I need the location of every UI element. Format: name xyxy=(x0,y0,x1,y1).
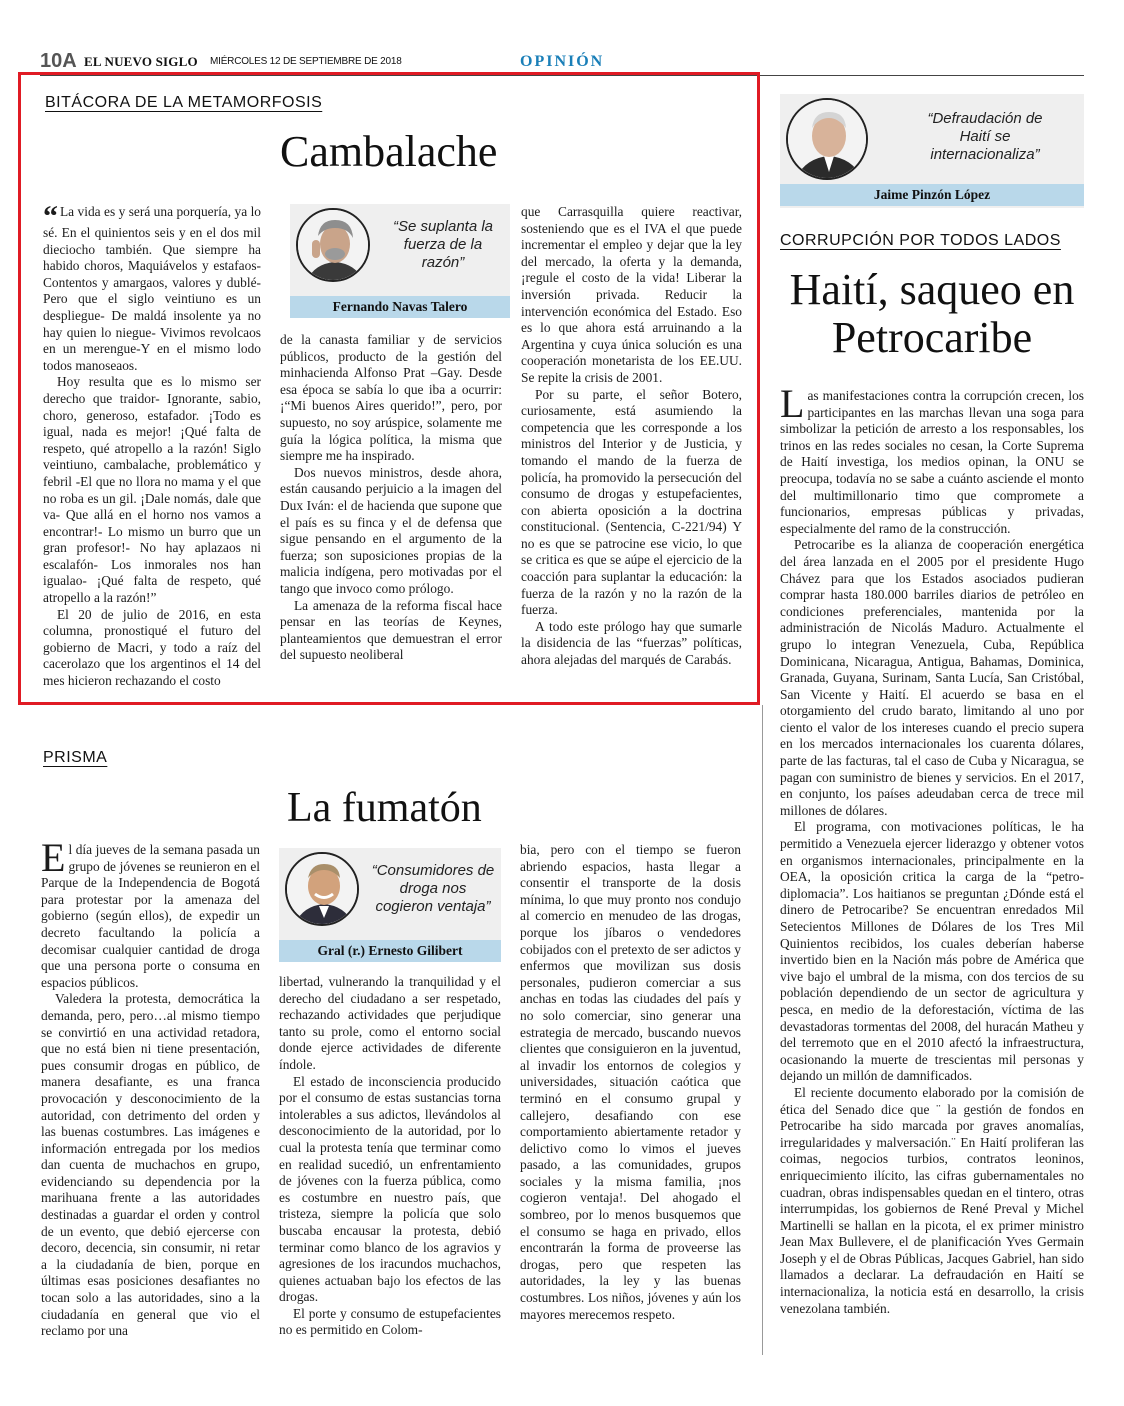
article3-paragraph: Petrocaribe es la alianza de cooperación energética del área lanzada en el 2005 por el presidente Hugo Chávez para que los Estados asociados pudieran comprar hasta 180.000 barriles diarios de petróleo en condiciones preferenciales, mantenida por la administración de Nicolás Maduro. Actualmente el grupo lo integran Venezuela, Cuba, República Dominicana, Nicaragua, Antigua, Bahamas, Dominica, Granada, Guyana, Surinam, Santa Lucía, San Cristóbal, San Vicente y Haití. El acuerdo se basa en el otorgamiento del crudo barato, limitando al uno por ciento el valor de los intereses cuando el precio supera en los mercados internacionales los cuarenta dólares, parte de las facturas, tal el caso de Cuba y Nicaragua, se pagan con suministro de bienes y servicios. En el 2017, en conjunto, los países adeudaban cerca de trece mil millones de dólares. xyxy=(780,537,1084,818)
columnist-box xyxy=(279,848,501,962)
article1-paragraph: La amenaza de la reforma fiscal hace pensar en las teorías de Keynes, planteamientos que demuestran el error del supuesto neoliberal xyxy=(280,597,502,663)
article1-paragraph: Por su parte, el señor Botero, curiosamente, está asumiendo la competencia que les corresponde a los ministros del Interior y de Justicia, y tomando el mando de la fuerza de policía, ha promovido la persecución del consumo de drogas y estupefacientes, con abierta oposición a la doctrina constitucional. (Sentencia, C-221/94) Y no es que se patrocine ese vicio, lo que se critica es que se aúpe el ejercicio de la coacción para suplantar la educación: la fuerza de la razón y no la razón de la fuerza. xyxy=(521,386,742,618)
columnist-box xyxy=(290,204,510,318)
article1-paragraph: Dos nuevos ministros, desde ahora, están causando perjuicio a la imagen del Dux Iván: el de hacienda que supone que el país es su finca y el de defensa que sigue pensando en el argumento de la fuerza; son suposiciones propias de la malicia indígena, pero motivadas por el tango que invoco como prólogo. xyxy=(280,464,502,596)
columnist-portrait xyxy=(786,98,868,180)
article2-paragraph: Valedera la protesta, democrática la demanda, pero, pero…al mismo tiempo se convirtió en una actividad retadora, que no está bien ni tiene presentación, pues consumir drogas en público, de manera desafiante, es una franca provocación y desconocimiento de la autoridad, con detrimento del orden y las buenas costumbres. Las imágenes e información entregada por los medios dan cuenta de muchachos en grupo, evidenciando su dependencia por la marihuana frente a las autoridades destinadas a guardar el orden y control de un evento, que debió ejercerse con decoro, decencia, sin consumir, ni retar a la ciudadanía de bien, porque en últimas esas posiciones desafiantes no tocan solo a las autoridades, sino a la ciudadanía en general que vio el reclamo por una xyxy=(41,991,260,1339)
columnist-byline: Jaime Pinzón López xyxy=(780,184,1084,206)
article1-column-2 xyxy=(280,332,502,694)
article2-column-2 xyxy=(279,974,501,1362)
article1-paragraph: Hoy resulta que es lo mismo ser derecho que traidor- Ignorante, sabio, choro, generoso, estafador. ¡Todo es igual, nada es mejor! ¡Qué falta de respeto, qué atropello a la razón! Siglo veintiuno, cambalache, problemático y febril -El que no llora no mama y el que no roba es un gil. ¡Dale nomás, dale que va- Que allá en el horno nos vamos a encontrar!- Lo mismo un burro que un gran profesor!- No hay aplazaos ni escalafón- Los inmorales nos han igualao- ¡Qué falta de respeto, qué atropello a la razón!” xyxy=(43,374,261,606)
article2-paragraph: l día jueves de la semana pasada un grupo de jóvenes se reunieron en el Parque de la Independencia de Bogotá para protestar por la amenaza del gobierno (según ellos), de expedir un decreto facultando la policía a decomisar cualquier cantidad de droga que una persona porte o consuma en espacios públicos. xyxy=(41,842,260,990)
article1-paragraph: que Carrasquilla quiere reactivar, sosteniendo que es el IVA el que puede incrementar el empleo y dejar que la ley del mercado, la oferta y la demanda, ¡regule el costo de la vida! Liberar la inversión privada. Reducir la intervención económica del Estado. Eso es lo que ahora está arruinando a la Argentina y cuya única solución es una cooperación monetarista de los EE.UU. Se repite la crisis de 2001. xyxy=(521,204,742,385)
article3-headline-line: Haití, saqueo en xyxy=(789,265,1075,314)
columnist-pull-quote: “Defraudación de Haití se internacionaliza” xyxy=(927,110,1043,163)
article3-paragraph: El programa, con motivaciones políticas, le ha permitido a Venezuela ejercer liderazgo y obtener votos en organismos internacionales, principalmente en la OEA, la oposición critica la carga de la “petro-diplomacia”. Los haitianos se preguntan ¿Dónde está el dinero de Petrocaribe? Se encuentran enredados Mil Setecientos Millones de Dólares de los Tres Mil Quinientos recibidos, los cuales deberían haberse invertido bien en la Nación más pobre de América que vive bajo el umbral de la misma, con dos tercios de su población dependiendo de un sector de agricultura y pesca, en medio de la deforestación, víctima de las devastadoras tormentas del 2008, del huracán Matheu y del terremoto que en el 2010 afectó la infraestructura, ocasionando la muerte de trescientas mil personas y dejando un millón de damnificados. xyxy=(780,819,1084,1084)
article2-column-1 xyxy=(41,842,260,1362)
article1-kicker: BITÁCORA DE LA METAMORFOSIS xyxy=(45,94,323,111)
column-divider xyxy=(762,705,763,1355)
columnist-byline: Fernando Navas Talero xyxy=(290,296,510,318)
article1-column-1 xyxy=(43,204,261,694)
columnist-pull-quote: “Se suplanta la fuerza de la razón” xyxy=(392,218,494,271)
page-number: 10A xyxy=(40,50,77,72)
article1-paragraph: La vida es y será una porquería, ya lo sé. En el quinientos seis y en el dos mil dieciocho también. Que siempre ha habido choros, Maquiávelos y estafaos- Contentos y amargaos, valores y dublé- Pero que el siglo veintiuno es un despliegue- De maldá insolente ya no hay quien lo niegue- Vivimos revolcaos en un merengue-Y en el mismo lodo todos manoseaos. xyxy=(43,204,261,373)
columnist-byline: Gral (r.) Ernesto Gilibert xyxy=(279,940,501,962)
article2-kicker: PRISMA xyxy=(43,749,108,766)
article1-headline: Cambalache xyxy=(280,127,498,176)
article3-kicker: CORRUPCIÓN POR TODOS LADOS xyxy=(780,232,1061,249)
article2-paragraph: El porte y consumo de estupefacientes no es permitido en Colom- xyxy=(279,1305,501,1338)
opening-quote-mark: “ xyxy=(43,204,58,233)
columnist-pull-quote: “Consumidores de droga nos cogieron ventaja” xyxy=(371,862,495,915)
issue-date: MIÉRCOLES 12 DE SEPTIEMBRE DE 2018 xyxy=(210,56,402,67)
columnist-portrait xyxy=(285,852,359,926)
article3-body xyxy=(780,388,1084,1358)
article1-paragraph: de la canasta familiar y de servicios públicos, producto de la gestión del minhacienda Alfonso Prat –Gay. Desde esa época se sabía lo que iba a ocurrir: ¡“Mi buenos Aires querido!”, pero, por supuesto, no soy arúspice, solamente me guía la lógica política, la misma que siempre me ha inspirado. xyxy=(280,332,502,464)
article2-headline: La fumatón xyxy=(287,785,482,831)
dropcap: E xyxy=(41,842,66,880)
page-header xyxy=(40,50,1084,72)
newspaper-name: EL NUEVO SIGLO xyxy=(84,54,198,69)
columnist-portrait xyxy=(296,208,370,282)
article1-column-3 xyxy=(521,204,742,694)
dropcap: L xyxy=(780,388,805,426)
article2-paragraph: libertad, vulnerando la tranquilidad y el derecho del ciudadano a ser respetado, rechazando actividades que perjudique tanto su prole, como el entorno social donde ejerce actividades de diferente índole. xyxy=(279,974,501,1072)
article2-paragraph: El estado de inconsciencia producido por el consumo de estas sustancias torna intolerables a sus adictos, llevándolos al desconocimiento de la autoridad, por lo cual la protesta tenía que terminar como en realidad sucedió, un enfrentamiento de jóvenes con la fuerza pública, como es costumbre en nuestro país, que tristeza, siempre la policía que solo buscaba encausar la protesta, debió terminar como blanco de los agravios y agresiones de los iracundos muchachos, quienes actuaban bajo los efectos de las drogas. xyxy=(279,1073,501,1305)
article3-headline-line: Petrocaribe xyxy=(831,313,1033,362)
article2-paragraph: bia, pero con el tiempo se fueron abriendo espacios, hasta llegar a consentir el transporte de la dosis mínima, lo que muy pronto nos condujo al comercio en menudeo de las drogas, porque los jíbaros o vendedores cobijados con el pretexto de ser adictos y enfermos que movilizan sus dosis personales, pudieron comerciar a sus anchas en todas las ciudades del país y no solo comerciar, sino generar una estrategia de mercado, buscando nuevos clientes que consiguieron en la juventud, al invadir los entornos de colegios y universidades, situación caótica que terminó en el consumo grupal y callejero, desafiando con ese comportamiento abiertamente retador y delictivo como lo vimos el jueves pasado, a las comunidades, grupos sociales y la misma familia, ¡nos cogieron ventaja!. Del ahogado el sombreo, por lo menos busquemos que el consumo se haga en privado, ellos encontrarán la forma de proveerse las drogas, pero que respeten las autoridades, la ley y las buenas costumbres. Los niños, jóvenes y aún los mayores merecemos respeto. xyxy=(520,842,741,1322)
section-title: OPINIÓN xyxy=(520,53,605,70)
article1-paragraph: A todo este prólogo hay que sumarle la disidencia de las “fuerzas” políticas, ahora alejadas del marqués de Carabás. xyxy=(521,618,742,668)
article3-paragraph: as manifestaciones contra la corrupción crecen, los participantes en las marchas llevan una soga para simbolizar la petición de arresto a los responsables, los trinos en las redes sociales no cesan, la Corte Suprema de Haití investiga, los medios opinan, la ONU se preocupa, todavía no se sabe a cuánto asciende el monto del multimillonario timo que compromete a funcionarios, empresas públicas y privadas, especialmente del ramo de la construcción. xyxy=(780,388,1084,536)
article2-column-3 xyxy=(520,842,741,1362)
article3-paragraph: El reciente documento elaborado por la comisión de ética del Senado dice que ¨ la gestión de fondos en Petrocaribe ha sido marcada por graves anomalías, irregularidades y malversación.¨ En Haití proliferan las coimas, negocios turbios, contratos leoninos, enriquecimiento ilícito, las cifras gubernamentales no cuadran, obras indispensables quedan en el tintero, otras interrumpidas, los gobiernos de René Preval y Michel Martinelli se hallan en la picota, el ex primer ministro Jean Max Bullevere, el de planificación Yves Germain Joseph y el de Obras Públicas, Jacques Gabriel, han sido llamados a declarar. La defraudación en Haití se internacionaliza, la noticia está en desarrollo, la crisis venezolana también. xyxy=(780,1084,1084,1316)
article1-paragraph: El 20 de julio de 2016, en esta columna, pronostiqué el futuro del gobierno de Macri, y todo a raíz del cacerolazo que los argentinos el 14 del mes hicieron rechazando el costo xyxy=(43,606,261,689)
article3-headline xyxy=(780,266,1084,362)
columnist-box xyxy=(780,94,1084,208)
